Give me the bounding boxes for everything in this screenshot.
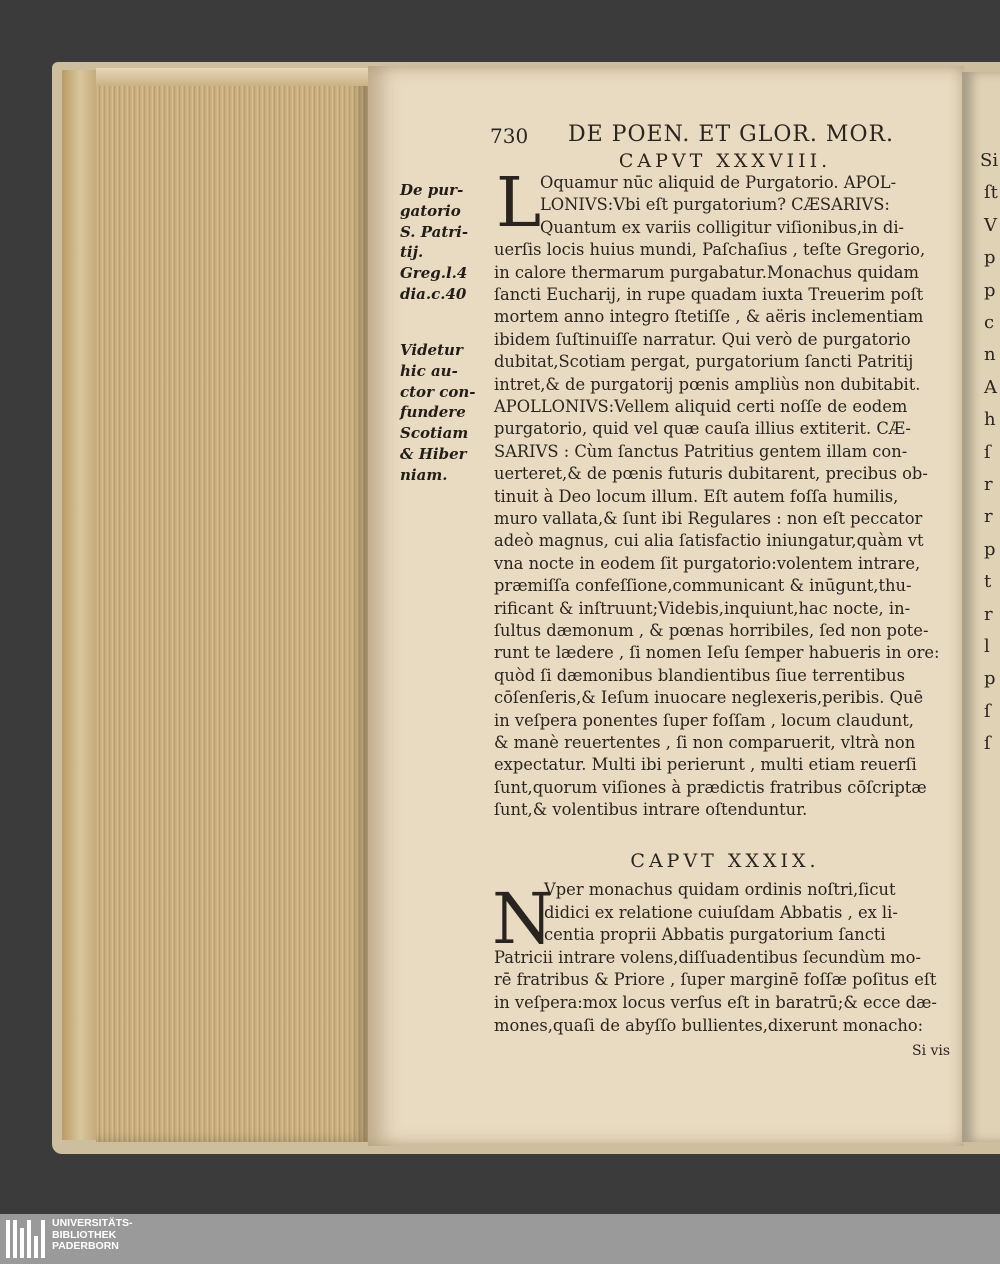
text-line: ſultus dæmonum , & pœnas horribiles, ſed non pote-: [494, 621, 929, 640]
text-line: Quantum ex variis colligitur viſionibus,in di-: [540, 217, 905, 237]
margin-note-line: hic au-: [400, 361, 458, 380]
margin-note-line: De pur-: [400, 181, 464, 199]
next-page-fragment: p: [984, 247, 996, 269]
text-line: Patricii intrare volens,diſſuadentibus ſecundùm mo-: [494, 947, 921, 967]
text-line: ſancti Eucharij, in rupe quadam iuxta Treuerim poſt: [494, 285, 924, 304]
page-edges-top: [96, 68, 368, 86]
margin-note-line: niam.: [400, 465, 448, 484]
margin-note-line: gatorio: [400, 201, 461, 220]
text-line: Vper monachus quidam ordinis noſtri,ſicut: [544, 880, 896, 899]
margin-note-line: ctor con-: [400, 382, 476, 401]
drop-cap-n: N: [492, 878, 554, 960]
library-name-line-1: UNIVERSITÄTS-: [52, 1217, 133, 1229]
next-page-fragment: r: [984, 474, 993, 495]
next-page-fragment: Si: [980, 150, 999, 171]
next-page-fragment: ſ: [984, 733, 991, 755]
margin-note-purgatorio: [400, 180, 488, 305]
margin-note-line: dia.c.40: [400, 284, 467, 303]
text-line: ſunt,quorum viſiones à prædictis fratribus cōſcriptæ: [494, 777, 927, 797]
text-line: in veſpera ponentes ſuper foſſam , locum claudunt,: [494, 710, 914, 730]
next-page-fragment: r: [984, 603, 993, 625]
margin-note-line: fundere: [400, 403, 466, 422]
catchword: Si vis: [912, 1043, 951, 1059]
next-page-fragment: ſt: [984, 182, 998, 204]
text-line: ſunt,& volentibus intrare oſtenduntur.: [494, 800, 808, 820]
text-line: in calore thermarum purgabatur.Monachus quidam: [494, 262, 919, 282]
margin-note-line: Videtur: [400, 341, 463, 359]
text-line: vna nocte in eodem ſit purgatorio:volentem intrare,: [494, 553, 921, 573]
text-line: APOLLONIVS:Vellem aliquid certi noſſe de eodem: [494, 397, 908, 416]
text-line: rē fratribus & Priore , ſuper marginē foſſæ poſitus eſt: [494, 970, 937, 990]
text-line: purgatorio, quid vel quæ cauſa illius extiterit. CÆ-: [494, 419, 911, 439]
text-line: præmiſſa confeſſione,communicant & inūgunt,thu-: [494, 576, 912, 596]
text-line: Oquamur nūc aliquid de Purgatorio. APOL-: [540, 173, 897, 192]
text-line: dubitat,Scotiam pergat, purgatorium ſancti Patritij: [494, 352, 914, 372]
library-name: [52, 1218, 133, 1253]
next-page-edge: [962, 72, 1000, 1142]
next-page-fragment: r: [984, 506, 993, 528]
next-page-fragment: A: [984, 376, 997, 398]
next-page-fragment: l: [984, 636, 990, 657]
text-line: ibidem ſuſtinuiſſe narratur. Qui verò de purgatorio: [494, 329, 911, 349]
margin-note-line: Scotiam: [400, 424, 469, 443]
text-line: muro vallata,& ſunt ibi Regulares : non eſt peccator: [494, 509, 923, 528]
text-line: mones,quaſi de abyſſo bullientes,dixerunt monacho:: [494, 1015, 924, 1035]
next-page-fragment: p: [984, 538, 996, 560]
next-page-fragment: V: [984, 214, 997, 236]
library-logo-icon: [6, 1220, 46, 1258]
next-page-fragment: p: [984, 668, 996, 690]
text-line: SARIVS : Cùm ſanctus Patritius gentem illam con-: [494, 441, 908, 461]
text-line: in veſpera:mox locus verſus eſt in baratrū;& ecce dæ-: [494, 993, 937, 1012]
text-line: tinuit à Deo locum illum. Eſt autem foſſa humilis,: [494, 486, 899, 506]
chapter-heading-39: CAPVT XXXIX.: [630, 850, 820, 872]
text-line: didici ex relatione cuiuſdam Abbatis , ex li-: [544, 902, 898, 922]
library-name-line-2: BIBLIOTHEK: [52, 1228, 117, 1241]
page-edges: [96, 68, 368, 1142]
running-head: [490, 122, 950, 152]
text-line: cōſenſeris,& Ieſum inuocare neglexeris,peribis. Quē: [494, 688, 924, 708]
next-page-fragment: t: [984, 571, 992, 593]
text-line: mortem anno integro ſtetiſſe , & aëris inclementiam: [494, 307, 924, 327]
margin-note-line: tij.: [400, 243, 424, 262]
next-page-fragment: c: [984, 312, 995, 333]
book-spine: [62, 70, 98, 1140]
margin-note-scotiam: [400, 340, 488, 486]
page-number: 730: [490, 124, 529, 148]
next-page-fragment: h: [984, 409, 996, 431]
text-line: quòd ſi dæmonibus blandientibus ſiue terrentibus: [494, 665, 905, 685]
next-page-fragment: n: [984, 344, 996, 366]
chapter-heading-38: CAPVT XXXVIII.: [618, 150, 832, 172]
margin-note-line: & Hiber: [400, 444, 467, 463]
text-line: adeò magnus, cui alia ſatisfactio iniungatur,quàm vt: [494, 531, 924, 551]
next-page-fragment: p: [984, 279, 996, 301]
text-line: uerteret,& de pœnis futuris dubitarent, precibus ob-: [494, 464, 928, 484]
text-line: rificant & inſtruunt;Videbis,inquiunt,hac nocte, in-: [494, 598, 911, 618]
drop-cap-l: L: [496, 164, 542, 243]
next-page-fragment: ſ: [984, 441, 991, 463]
text-line: expectatur. Multi ibi perierunt , multi etiam reuerſi: [494, 755, 917, 775]
text-line: runt te lædere , ſi nomen Ieſu ſemper habueris in ore:: [494, 643, 940, 663]
margin-note-line: Greg.l.4: [400, 264, 468, 283]
running-head-title: DE POEN. ET GLOR. MOR.: [568, 122, 895, 147]
footer-bar: [0, 1214, 1000, 1264]
text-line: uerſis locis huius mundi, Paſchaſius , teſte Gregorio,: [494, 240, 926, 260]
margin-note-line: S. Patri-: [400, 222, 469, 241]
text-line: & manè reuertentes , ſi non comparuerit, vltrà non: [494, 733, 916, 752]
text-line: LONIVS:Vbi eſt purgatorium? CÆSARIVS:: [540, 195, 890, 215]
text-line: intret,& de purgatorij pœnis ampliùs non dubitabit.: [494, 374, 921, 394]
next-page-fragment: ſ: [984, 700, 991, 722]
text-line: centia proprii Abbatis purgatorium ſancti: [544, 925, 886, 945]
library-name-line-3: PADERBORN: [52, 1240, 119, 1252]
